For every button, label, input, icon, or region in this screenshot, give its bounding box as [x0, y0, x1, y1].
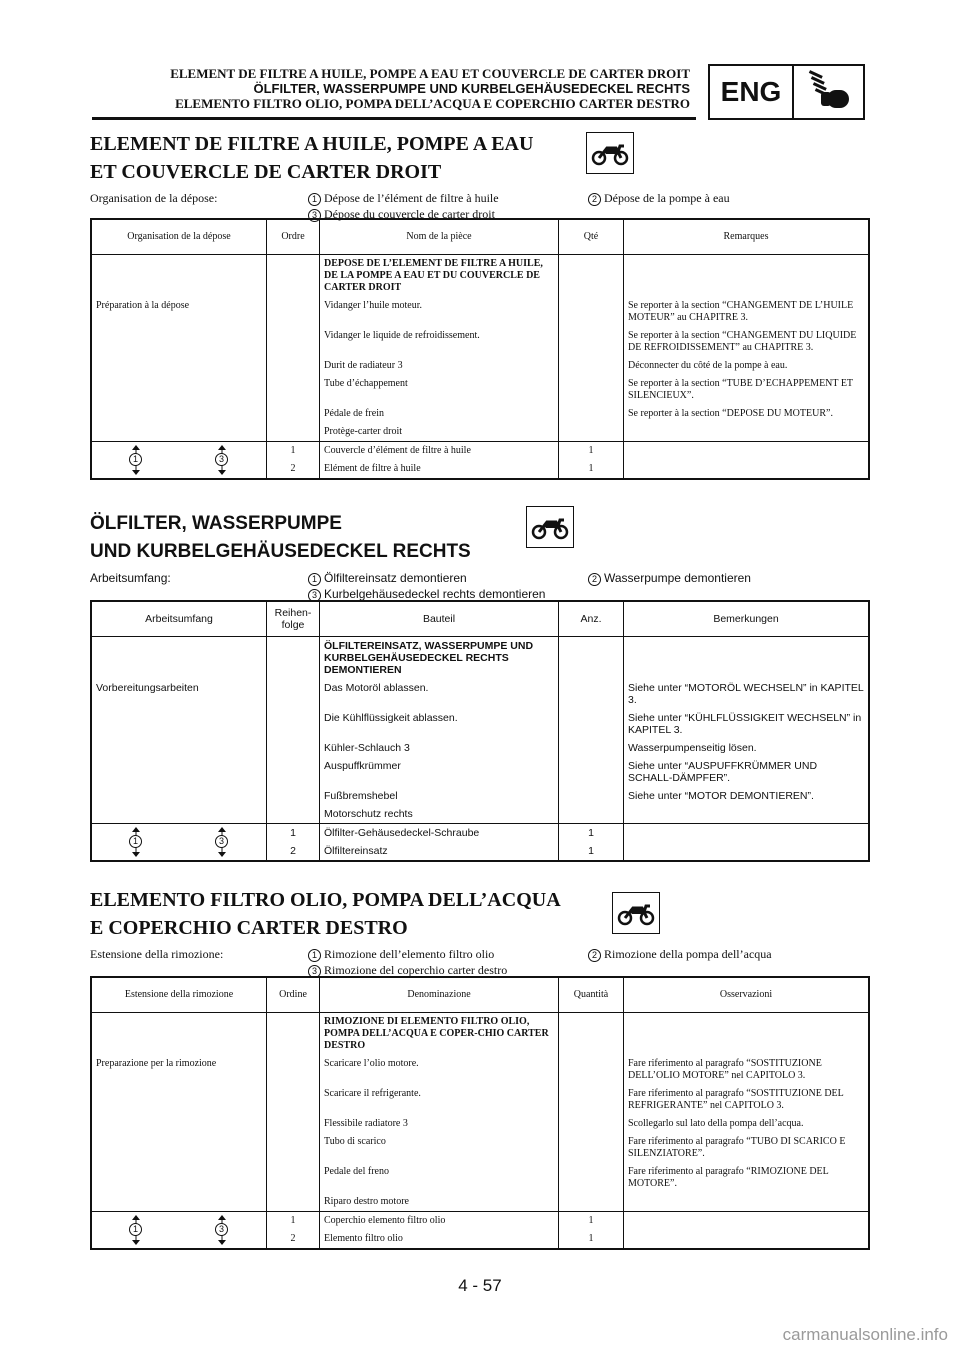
part-name: Pedale del freno [320, 1163, 559, 1193]
section-title-line-1: ÖLFILTER, WASSERPUMPE [90, 513, 342, 534]
col-header: Estensione della rimozione [91, 977, 267, 1013]
part-name: Scaricare il refrigerante. [320, 1085, 559, 1115]
table-row [91, 1055, 869, 1085]
table-row [91, 423, 869, 442]
watermark: carmanualsonline.info [782, 1325, 948, 1344]
part-name: Ölfiltereinsatz [320, 842, 559, 861]
part-name: Auspuffkrümmer [320, 757, 559, 787]
header-line-de: ÖLFILTER, WASSERPUMPE UND KURBELGEHÄUSEDECKEL RECHTS [253, 81, 690, 96]
table-row [91, 327, 869, 357]
remark: Fare riferimento al paragrafo “RIMOZIONE DEL MOTORE”. [624, 1163, 870, 1193]
order: 1 [267, 824, 320, 843]
table-row [91, 1085, 869, 1115]
remark: Fare riferimento al paragrafo “SOSTITUZIONE DELL’OLIO MOTORE” nel CAPITOLO 3. [624, 1055, 870, 1085]
table-row [91, 442, 869, 461]
step-1: Ölfiltereinsatz demontieren [324, 571, 467, 585]
range-arrows [91, 442, 267, 480]
org-label: Estensione della rimozione: [90, 947, 224, 961]
org-step-2: 2 Dépose de la pompe à eau [588, 190, 730, 206]
remark: Wasserpumpenseitig lösen. [624, 739, 870, 757]
quantity: 1 [559, 824, 624, 843]
section-title-line-1: ELEMENTO FILTRO OLIO, POMPA DELL’ACQUA [90, 889, 561, 911]
remark [624, 805, 870, 824]
org-steps: 1 Ölfiltereinsatz demontieren 3 Kurbelgehäusedeckel rechts demontieren [308, 570, 545, 602]
col-header: Denominazione [320, 977, 559, 1013]
range-from: 1 [129, 835, 142, 848]
remark: Se reporter à la section “CHANGEMENT DU LIQUIDE DE REFROIDISSEMENT” au CHAPITRE 3. [624, 327, 870, 357]
order: 1 [267, 1212, 320, 1231]
header-rule [92, 117, 696, 120]
table-row [91, 1133, 869, 1163]
step-3: Rimozione del coperchio carter destro [324, 963, 508, 977]
procedure-table-fr [90, 218, 870, 480]
range-to: 3 [215, 453, 228, 466]
part-name: Das Motoröl ablassen. [320, 679, 559, 709]
engine-spring-icon [794, 66, 863, 118]
quantity: 1 [559, 442, 624, 461]
table-row [91, 787, 869, 805]
section-title [90, 130, 870, 186]
part-name: Scaricare l’olio motore. [320, 1055, 559, 1085]
part-name: Couvercle d’élément de filtre à huile [320, 442, 559, 461]
remark: Se reporter à la section “TUBE D’ECHAPPEMENT ET SILENCIEUX”. [624, 375, 870, 405]
step-2: Dépose de la pompe à eau [604, 191, 730, 205]
step-3: Kurbelgehäusedeckel rechts demontieren [324, 587, 546, 601]
part-name: Elemento filtro olio [320, 1230, 559, 1249]
col-header: Qté [559, 219, 624, 255]
step-2: Wasserpumpe demontieren [604, 571, 751, 585]
quantity: 1 [559, 1212, 624, 1231]
section-de [90, 510, 870, 604]
part-name: Elément de filtre à huile [320, 460, 559, 479]
prep-label: Vorbereitungsarbeiten [91, 679, 267, 709]
section-title [90, 886, 870, 942]
procedure-table-de [90, 600, 870, 862]
range-from: 1 [129, 453, 142, 466]
remark: Siehe unter “MOTOR DEMONTIEREN”. [624, 787, 870, 805]
remark: Siehe unter “MOTORÖL WECHSELN” in KAPITEL 3. [624, 679, 870, 709]
quantity: 1 [559, 1230, 624, 1249]
remark [624, 1193, 870, 1212]
section-title-line-2: E COPERCHIO CARTER DESTRO [90, 917, 408, 939]
removal-organisation [90, 570, 870, 604]
remark: Siehe unter “AUSPUFFKRÜMMER UND SCHALL-DÄMPFER”. [624, 757, 870, 787]
org-label: Arbeitsumfang: [90, 571, 171, 585]
table-row [91, 1115, 869, 1133]
col-header: Anz. [559, 601, 624, 637]
part-name: Die Kühlflüssigkeit ablassen. [320, 709, 559, 739]
table-row [91, 1193, 869, 1212]
table-row [91, 805, 869, 824]
page-number: 4 - 57 [458, 1276, 502, 1295]
order: 2 [267, 842, 320, 861]
table-row [91, 757, 869, 787]
remark: Se reporter à la section “CHANGEMENT DE L’HUILE MOTEUR” au CHAPITRE 3. [624, 297, 870, 327]
part-name: Flessibile radiatore 3 [320, 1115, 559, 1133]
motorcycle-icon [526, 506, 574, 548]
remark: Déconnecter du côté de la pompe à eau. [624, 357, 870, 375]
quantity: 1 [559, 842, 624, 861]
step-3: Dépose du couvercle de carter droit [324, 207, 495, 221]
running-header [90, 66, 690, 111]
remark: Fare riferimento al paragrafo “SOSTITUZIONE DEL REFRIGERANTE” nel CAPITOLO 3. [624, 1085, 870, 1115]
col-header: Quantità [559, 977, 624, 1013]
col-header: Ordre [267, 219, 320, 255]
org-steps: 1 Rimozione dell’elemento filtro olio 3 Rimozione del coperchio carter destro [308, 946, 507, 978]
col-header: Bauteil [320, 601, 559, 637]
section-it [90, 886, 870, 980]
quantity: 1 [559, 460, 624, 479]
part-name: Kühler-Schlauch 3 [320, 739, 559, 757]
range-to: 3 [215, 1223, 228, 1236]
org-step-2: 2 Rimozione della pompa dell’acqua [588, 946, 772, 962]
table-row [91, 375, 869, 405]
procedure-heading: ÖLFILTEREINSATZ, WASSERPUMPE UND KURBELGEHÄUSEDECKEL RECHTS DEMONTIEREN [320, 637, 559, 680]
remark [624, 423, 870, 442]
part-name: Fußbremshebel [320, 787, 559, 805]
motorcycle-icon [586, 132, 634, 174]
part-name: Tube d’échappement [320, 375, 559, 405]
eng-badge [708, 64, 865, 120]
table-row [91, 739, 869, 757]
col-header: Ordine [267, 977, 320, 1013]
range-arrows [91, 824, 267, 862]
col-header: Organisation de la dépose [91, 219, 267, 255]
range-arrows [91, 1212, 267, 1250]
table-row [91, 824, 869, 843]
part-name: Vidanger le liquide de refroidissement. [320, 327, 559, 357]
step-2: Rimozione della pompa dell’acqua [604, 947, 772, 961]
remark: Se reporter à la section “DEPOSE DU MOTEUR”. [624, 405, 870, 423]
part-name: Tubo di scarico [320, 1133, 559, 1163]
prep-label: Preparazione per la rimozione [91, 1055, 267, 1085]
part-name: Ölfilter-Gehäusedeckel-Schraube [320, 824, 559, 843]
procedure-table-it [90, 976, 870, 1250]
section-fr [90, 130, 870, 224]
table-row [91, 1163, 869, 1193]
col-header: Osservazioni [624, 977, 870, 1013]
org-steps: 1 Dépose de l’élément de filtre à huile 3 Dépose du couvercle de carter droit [308, 190, 499, 222]
table-row [91, 679, 869, 709]
remark: Fare riferimento al paragrafo “TUBO DI SCARICO E SILENZIATORE”. [624, 1133, 870, 1163]
part-name: Vidanger l’huile moteur. [320, 297, 559, 327]
org-step-2: 2 Wasserpumpe demontieren [588, 570, 751, 586]
order: 1 [267, 442, 320, 461]
step-1: Rimozione dell’elemento filtro olio [324, 947, 495, 961]
order: 2 [267, 460, 320, 479]
header-line-fr: ELEMENT DE FILTRE A HUILE, POMPE A EAU ET COUVERCLE DE CARTER DROIT [170, 66, 690, 81]
section-title-line-2: UND KURBELGEHÄUSEDECKEL RECHTS [90, 541, 471, 562]
removal-organisation [90, 946, 870, 980]
procedure-heading: DEPOSE DE L’ELEMENT DE FILTRE A HUILE, DE LA POMPE A EAU ET DU COUVERCLE DE CARTER DROIT [320, 255, 559, 298]
table-row [91, 405, 869, 423]
part-name: Durit de radiateur 3 [320, 357, 559, 375]
table-row [91, 357, 869, 375]
order: 2 [267, 1230, 320, 1249]
range-from: 1 [129, 1223, 142, 1236]
section-title [90, 510, 870, 566]
col-header: Remarques [624, 219, 870, 255]
org-label: Organisation de la dépose: [90, 191, 218, 205]
procedure-heading: RIMOZIONE DI ELEMENTO FILTRO OLIO, POMPA DELL’ACQUA E COPER-CHIO CARTER DESTRO [320, 1013, 559, 1056]
table-row [91, 297, 869, 327]
table-row [91, 709, 869, 739]
part-name: Motorschutz rechts [320, 805, 559, 824]
header-line-it: ELEMENTO FILTRO OLIO, POMPA DELL’ACQUA E COPERCHIO CARTER DESTRO [175, 96, 690, 111]
col-header: Bemerkungen [624, 601, 870, 637]
col-header: Reihen- folge [267, 601, 320, 637]
section-title-line-2: ET COUVERCLE DE CARTER DROIT [90, 161, 442, 183]
eng-label: ENG [710, 66, 794, 118]
prep-label: Préparation à la dépose [91, 297, 267, 327]
part-name: Protège-carter droit [320, 423, 559, 442]
col-header: Arbeitsumfang [91, 601, 267, 637]
step-1: Dépose de l’élément de filtre à huile [324, 191, 499, 205]
part-name: Riparo destro motore [320, 1193, 559, 1212]
table-row [91, 1212, 869, 1231]
part-name: Pédale de frein [320, 405, 559, 423]
range-to: 3 [215, 835, 228, 848]
remark: Scollegarlo sul lato della pompa dell’acqua. [624, 1115, 870, 1133]
remark: Siehe unter “KÜHLFLÜSSIGKEIT WECHSELN” in KAPITEL 3. [624, 709, 870, 739]
col-header: Nom de la pièce [320, 219, 559, 255]
part-name: Coperchio elemento filtro olio [320, 1212, 559, 1231]
section-title-line-1: ELEMENT DE FILTRE A HUILE, POMPE A EAU [90, 133, 534, 155]
motorcycle-icon [612, 892, 660, 934]
